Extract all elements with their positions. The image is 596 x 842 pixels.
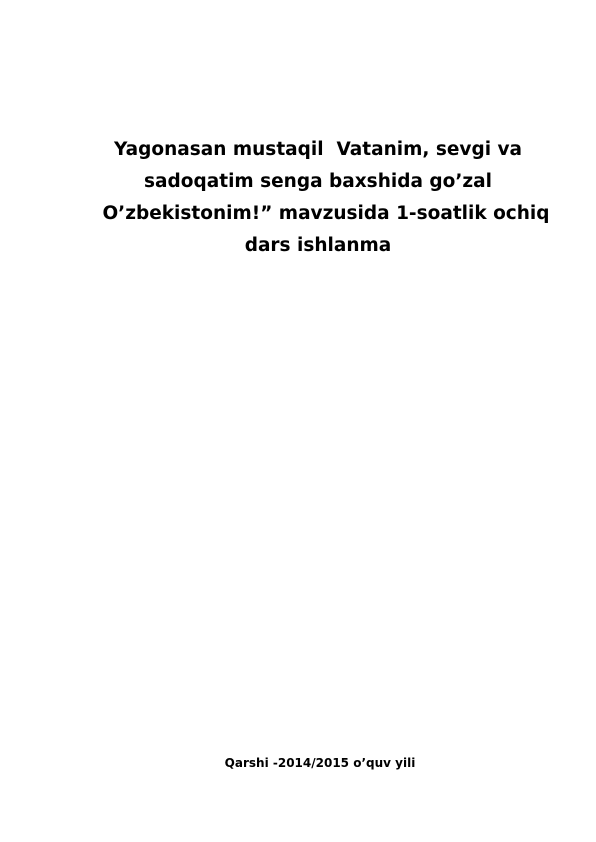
title-line-2: sadoqatim senga baxshida go’zal <box>144 171 492 192</box>
title-line-1: Yagonasan mustaqil Vatanim, sevgi va <box>113 139 523 160</box>
title-line-3: O’zbekistonim!” mavzusida 1-soatlik ochiq <box>96 203 550 224</box>
title-line-4: dars ishlanma <box>244 235 392 256</box>
document-title <box>96 134 550 262</box>
document-footer: Qarshi -2014/2015 o’quv yili <box>224 756 416 770</box>
